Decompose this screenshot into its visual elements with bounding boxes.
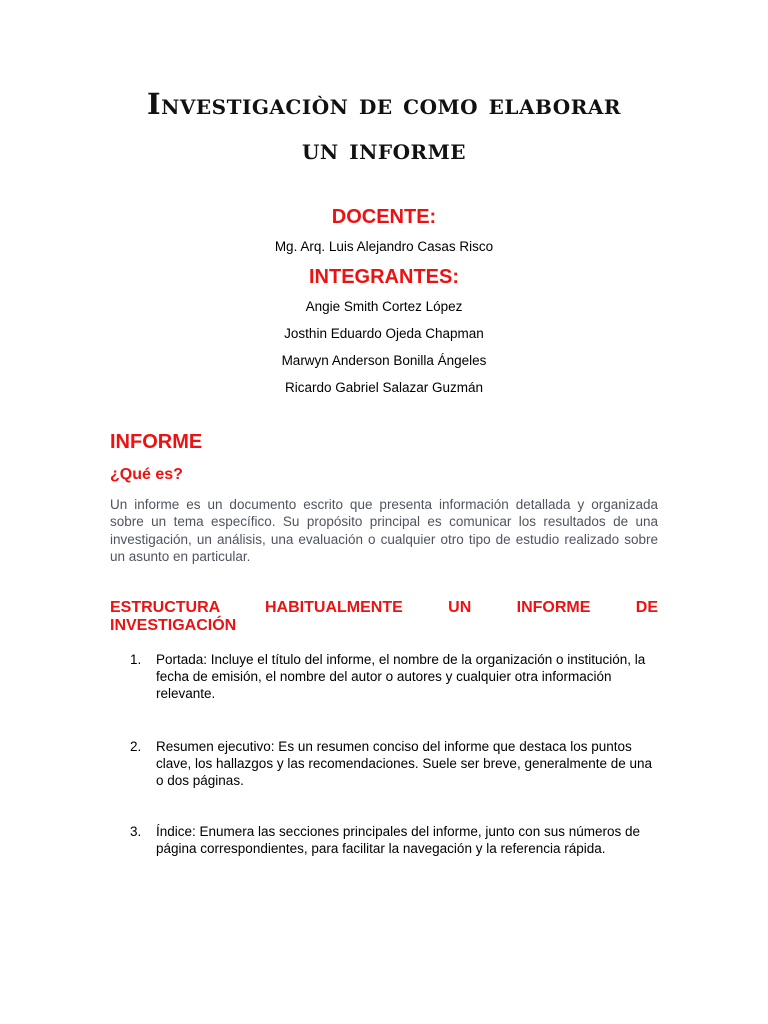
member-name: Angie Smith Cortez López	[305, 299, 463, 314]
list-item-number: 2.	[130, 739, 142, 754]
member-name: Josthin Eduardo Ojeda Chapman	[284, 326, 484, 341]
estructura-heading-line-2: INVESTIGACIÓN	[110, 617, 237, 634]
list-item	[130, 738, 660, 789]
document-title-line-2: un informe	[301, 132, 467, 166]
que-es-subheading: ¿Qué es?	[110, 466, 183, 483]
estructura-heading-line-1: ESTRUCTURA HABITUALMENTE UN INFORME DE	[110, 599, 658, 616]
docente-heading: DOCENTE:	[331, 206, 437, 228]
estructura-heading	[110, 599, 658, 635]
list-item-text: Resumen ejecutivo: Es un resumen conciso del informe que destaca los puntos clave, los hallazgos y las recomendaciones. Suele ser breve, generalmente de una o dos páginas.	[156, 739, 653, 788]
list-item-number: 3.	[130, 824, 142, 839]
list-item	[130, 651, 660, 702]
list-item-number: 1.	[130, 652, 142, 667]
list-item-text: Índice: Enumera las secciones principales del informe, junto con sus números de página correspondientes, para facilitar la navegación y la referencia rápida.	[156, 824, 641, 856]
document-title-line-1: Investigaciòn de como elaborar	[147, 87, 621, 121]
informe-heading: INFORME	[110, 431, 203, 453]
member-name: Ricardo Gabriel Salazar Guzmán	[284, 380, 484, 395]
informe-definition-paragraph: Un informe es un documento escrito que presenta información detallada y organizada sobre un tema específico. Su propósito principal es comunicar los resultados de una investigación, un análisis, una evaluación o cualquier otro tipo de estudio realizado sobre un asunto en particular.	[110, 497, 658, 564]
integrantes-heading: INTEGRANTES:	[309, 266, 459, 288]
list-item-text: Portada: Incluye el título del informe, el nombre de la organización o institución, la fecha de emisión, el nombre del autor o autores y cualquier otra información relevante.	[156, 652, 646, 701]
list-item	[130, 823, 660, 857]
docente-name: Mg. Arq. Luis Alejandro Casas Risco	[274, 239, 494, 254]
member-name: Marwyn Anderson Bonilla Ángeles	[281, 353, 487, 368]
